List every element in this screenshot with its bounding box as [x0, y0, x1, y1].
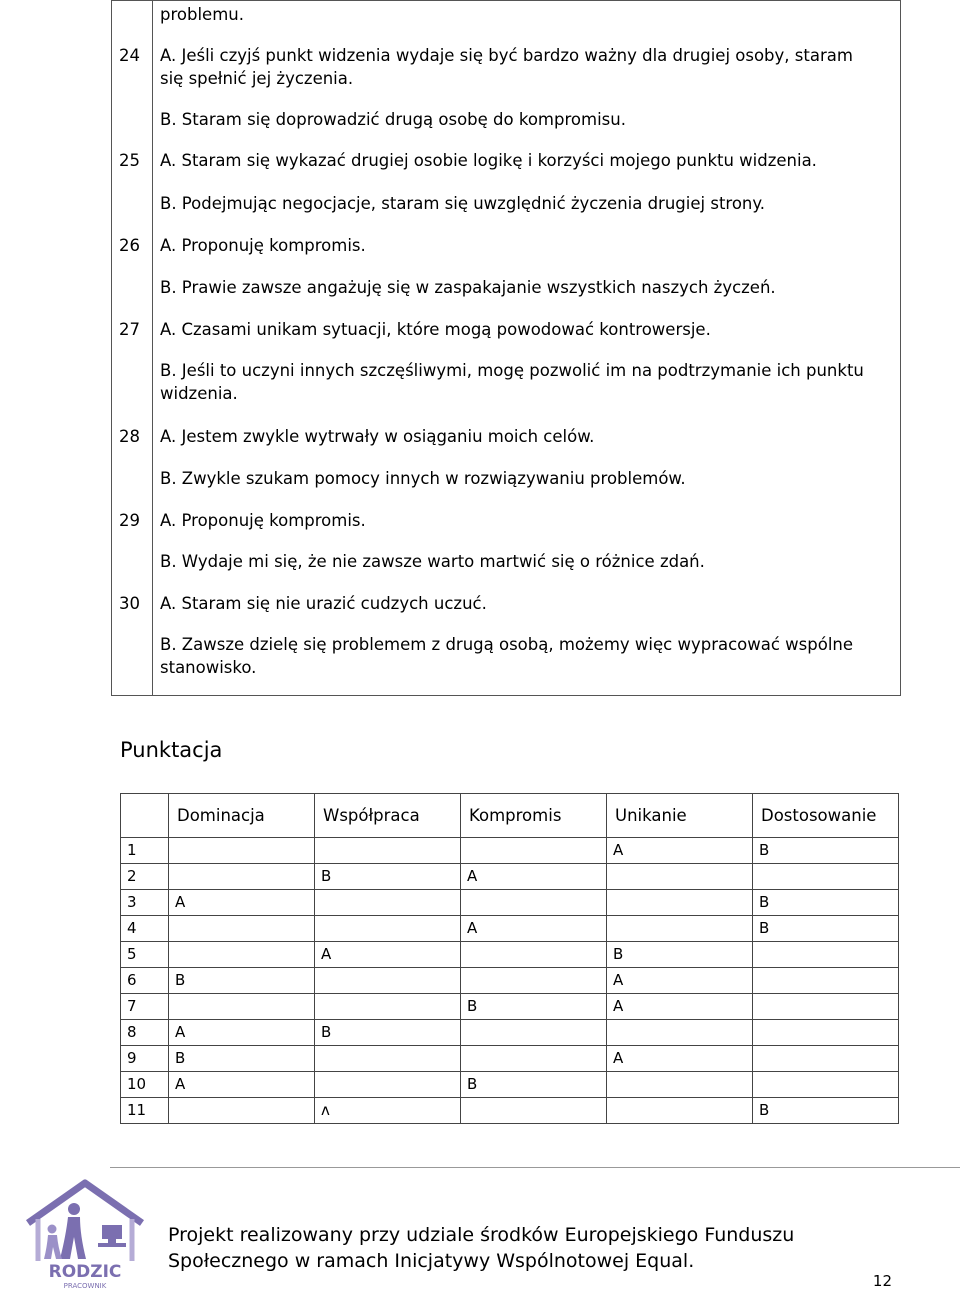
- answer-b-line: B. Prawie zawsze angażuję się w zaspakajanie wszystkich naszych życzeń.: [160, 278, 776, 297]
- question-number: 28: [119, 427, 140, 446]
- answer-b-line: stanowisko.: [160, 658, 257, 677]
- answer-cell: [753, 1072, 899, 1098]
- answer-cell: B: [607, 942, 753, 968]
- table-row: [121, 1046, 899, 1072]
- question-number: 27: [119, 320, 140, 339]
- answer-cell: [315, 1046, 461, 1072]
- answer-cell: [169, 1098, 315, 1124]
- logo-text-top: RODZIC: [48, 1262, 122, 1282]
- answer-a-line: A. Staram się nie urazić cudzych uczuć.: [160, 594, 487, 613]
- answer-cell: B: [753, 1098, 899, 1124]
- column-divider: [152, 0, 153, 695]
- answer-cell: [607, 890, 753, 916]
- answer-cell: [461, 1046, 607, 1072]
- funding-note: [168, 1222, 794, 1274]
- answer-b-line: B. Zawsze dzielę się problemem z drugą osobą, możemy więc wypracować wspólne: [160, 635, 854, 654]
- answer-b-line: B. Podejmując negocjacje, staram się uwzględnić życzenia drugiej strony.: [160, 194, 766, 213]
- answer-a-line: A. Proponuję kompromis.: [160, 236, 366, 255]
- answer-a-line: A. Czasami unikam sytuacji, które mogą powodować kontrowersje.: [160, 320, 711, 339]
- scoring-table: [120, 793, 899, 1124]
- row-number-cell: 6: [121, 968, 169, 994]
- answer-cell: [461, 968, 607, 994]
- answer-cell: A: [169, 1072, 315, 1098]
- page-number: 12: [872, 1272, 892, 1290]
- answer-cell: [607, 1020, 753, 1046]
- table-row: [121, 1020, 899, 1046]
- answer-cell: A: [461, 916, 607, 942]
- header-cell: Dominacja: [169, 794, 315, 838]
- rodzic-pracownik-logo: [20, 1175, 150, 1290]
- answer-cell: [315, 1072, 461, 1098]
- header-cell: Kompromis: [461, 794, 607, 838]
- answer-a-line: A. Jeśli czyjś punkt widzenia wydaje się być bardzo ważny dla drugiej osoby, staram: [160, 46, 853, 65]
- answer-cell: [315, 890, 461, 916]
- answer-cell: A: [607, 1046, 753, 1072]
- answer-cell: A: [607, 968, 753, 994]
- question-number: 30: [119, 594, 140, 613]
- answer-a-line: A. Jestem zwykle wytrwały w osiąganiu moich celów.: [160, 427, 595, 446]
- answer-cell: A: [169, 890, 315, 916]
- answer-cell: A: [169, 1020, 315, 1046]
- row-number-cell: 11: [121, 1098, 169, 1124]
- funding-note-line: Projekt realizowany przy udziale środków Europejskiego Funduszu: [168, 1224, 795, 1246]
- answer-cell: [461, 942, 607, 968]
- header-cell: Współpraca: [315, 794, 461, 838]
- answer-cell: [169, 864, 315, 890]
- answer-cell: [461, 890, 607, 916]
- answer-cell: [607, 864, 753, 890]
- answer-cell: [169, 838, 315, 864]
- answer-cell: [753, 1046, 899, 1072]
- row-number-cell: 8: [121, 1020, 169, 1046]
- answer-cell: B: [169, 968, 315, 994]
- answer-cell: [607, 1098, 753, 1124]
- answer-cell: [753, 942, 899, 968]
- table-row: [121, 968, 899, 994]
- answer-cell: A: [607, 838, 753, 864]
- answer-cell: [753, 864, 899, 890]
- answer-a-line: się spełnić jej życzenia.: [160, 69, 354, 88]
- header-cell: [121, 794, 169, 838]
- table-top-border: [112, 0, 900, 1]
- answer-cell: [753, 1020, 899, 1046]
- question-continuation: problemu.: [160, 5, 244, 24]
- answer-cell: [315, 994, 461, 1020]
- table-header-row: [121, 794, 899, 838]
- row-number-cell: 7: [121, 994, 169, 1020]
- section-title: Punktacja: [120, 738, 223, 762]
- table-row: [121, 942, 899, 968]
- row-number-cell: 2: [121, 864, 169, 890]
- logo-text-bottom: PRACOWNIK: [63, 1282, 107, 1290]
- answer-cell: [607, 916, 753, 942]
- answer-b-line: widzenia.: [160, 384, 238, 403]
- table-row: [121, 1072, 899, 1098]
- answer-cell: B: [753, 838, 899, 864]
- table-row: [121, 864, 899, 890]
- row-number-cell: 4: [121, 916, 169, 942]
- header-cell: Dostosowanie: [753, 794, 899, 838]
- question-number: 29: [119, 511, 140, 530]
- answer-cell: [169, 916, 315, 942]
- answer-cell: A: [461, 864, 607, 890]
- table-row: [121, 916, 899, 942]
- answer-b-line: B. Staram się doprowadzić drugą osobę do kompromisu.: [160, 110, 626, 129]
- table-row: [121, 838, 899, 864]
- answer-cell: ʌ: [315, 1098, 461, 1124]
- funding-note-line: Społecznego w ramach Inicjatywy Wspólnotowej Equal.: [168, 1250, 695, 1272]
- answer-cell: B: [169, 1046, 315, 1072]
- row-number-cell: 3: [121, 890, 169, 916]
- table-row: [121, 890, 899, 916]
- table-row: [121, 994, 899, 1020]
- answer-cell: B: [753, 916, 899, 942]
- answer-cell: [753, 968, 899, 994]
- answer-b-line: B. Zwykle szukam pomocy innych w rozwiązywaniu problemów.: [160, 469, 686, 488]
- answer-cell: B: [461, 1072, 607, 1098]
- answer-cell: [169, 994, 315, 1020]
- scoring-body: [121, 838, 899, 1124]
- question-number: 24: [119, 46, 140, 65]
- answer-cell: [461, 1020, 607, 1046]
- answer-cell: [315, 838, 461, 864]
- answer-b-line: B. Wydaje mi się, że nie zawsze warto martwić się o różnice zdań.: [160, 552, 705, 571]
- row-number-cell: 9: [121, 1046, 169, 1072]
- answer-cell: B: [315, 864, 461, 890]
- row-number-cell: 10: [121, 1072, 169, 1098]
- house-family-icon: [20, 1175, 150, 1290]
- answer-cell: A: [607, 994, 753, 1020]
- table-row: [121, 1098, 899, 1124]
- answer-cell: [315, 916, 461, 942]
- answer-cell: [315, 968, 461, 994]
- row-number-cell: 5: [121, 942, 169, 968]
- answer-cell: B: [753, 890, 899, 916]
- header-cell: Unikanie: [607, 794, 753, 838]
- answer-cell: [169, 942, 315, 968]
- answer-a-line: A. Proponuję kompromis.: [160, 511, 366, 530]
- answer-cell: [607, 1072, 753, 1098]
- answer-cell: [753, 994, 899, 1020]
- answer-cell: [461, 1098, 607, 1124]
- row-number-cell: 1: [121, 838, 169, 864]
- answer-cell: B: [461, 994, 607, 1020]
- answer-b-line: B. Jeśli to uczyni innych szczęśliwymi, mogę pozwolić im na podtrzymanie ich punktu: [160, 361, 864, 380]
- answer-cell: B: [315, 1020, 461, 1046]
- answer-cell: [461, 838, 607, 864]
- footer-divider: [110, 1167, 960, 1168]
- answer-cell: A: [315, 942, 461, 968]
- question-number: 26: [119, 236, 140, 255]
- question-number: 25: [119, 151, 140, 170]
- answer-a-line: A. Staram się wykazać drugiej osobie logikę i korzyści mojego punktu widzenia.: [160, 151, 817, 170]
